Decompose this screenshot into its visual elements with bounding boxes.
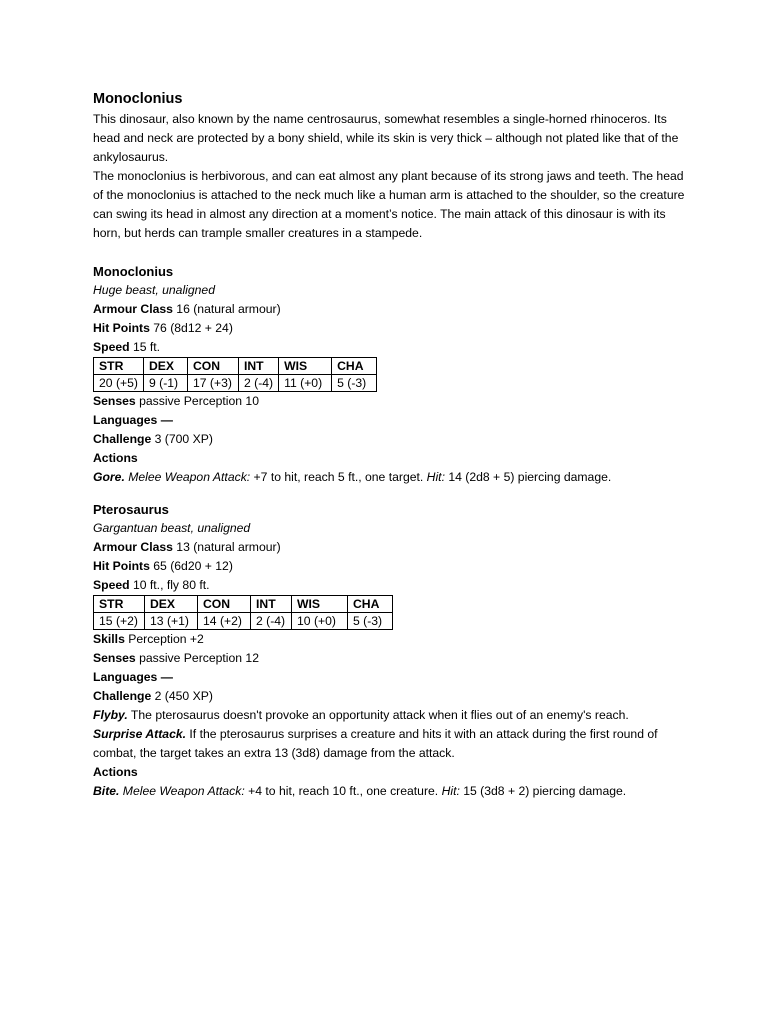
senses bbox=[93, 392, 693, 411]
hit-label: Hit: bbox=[441, 784, 460, 798]
ability-scores-table bbox=[93, 357, 377, 392]
trait-text: The pterosaurus doesn't provoke an opportunity attack when it flies out of an enemy's reach. bbox=[127, 708, 629, 722]
ability-header: CHA bbox=[332, 358, 377, 375]
ability-value: 13 (+1) bbox=[145, 613, 198, 630]
damage-text: 15 (3d8 + 2) piercing damage. bbox=[459, 784, 627, 798]
ability-value: 2 (-4) bbox=[238, 375, 278, 392]
ability-value-row bbox=[94, 375, 377, 392]
action-gore bbox=[93, 468, 693, 487]
ability-header-row bbox=[94, 596, 393, 613]
ability-value-row bbox=[94, 613, 393, 630]
skills-label: Skills bbox=[93, 632, 125, 646]
ability-value: 2 (-4) bbox=[251, 613, 292, 630]
speed-label: Speed bbox=[93, 578, 130, 592]
challenge bbox=[93, 430, 693, 449]
document-body bbox=[93, 88, 693, 801]
languages-value: — bbox=[157, 413, 173, 427]
skills bbox=[93, 630, 693, 649]
attack-type: Melee Weapon Attack: bbox=[119, 784, 245, 798]
ac-value: 13 (natural armour) bbox=[172, 540, 281, 554]
challenge bbox=[93, 687, 693, 706]
ac-value: 16 (natural armour) bbox=[172, 302, 281, 316]
trait-surprise-attack bbox=[93, 725, 693, 763]
languages-value: — bbox=[157, 670, 173, 684]
challenge-value: 3 (700 XP) bbox=[151, 432, 213, 446]
ability-value: 9 (-1) bbox=[143, 375, 187, 392]
ability-header: WIS bbox=[292, 596, 348, 613]
trait-name: Flyby. bbox=[93, 708, 128, 722]
ability-value: 5 (-3) bbox=[332, 375, 377, 392]
hp-value: 76 (8d12 + 24) bbox=[149, 321, 233, 335]
senses-label: Senses bbox=[93, 394, 136, 408]
speed bbox=[93, 576, 693, 595]
intro-paragraph-2: The monoclonius is herbivorous, and can eat almost any plant because of its strong jaws and teeth. The head of the monoclonius is attached to the neck much like a human arm is attached to the shoulder, so the creature can swing its head in almost any direction at a moment’s notice. The main attack of this dinosaur is with its horn, but herds can trample smaller creatures in a stampede. bbox=[93, 169, 685, 240]
action-name: Gore. bbox=[93, 470, 125, 484]
challenge-label: Challenge bbox=[93, 689, 152, 703]
hp-label: Hit Points bbox=[93, 321, 150, 335]
attack-text: +4 to hit, reach 10 ft., one creature. bbox=[244, 784, 442, 798]
ability-header: WIS bbox=[279, 358, 332, 375]
ability-value: 20 (+5) bbox=[94, 375, 144, 392]
actions-heading: Actions bbox=[93, 765, 138, 779]
attack-type: Melee Weapon Attack: bbox=[124, 470, 251, 484]
ability-header-row bbox=[94, 358, 377, 375]
speed bbox=[93, 338, 693, 357]
challenge-value: 2 (450 XP) bbox=[151, 689, 213, 703]
senses-value: passive Perception 12 bbox=[135, 651, 259, 665]
ability-header: STR bbox=[94, 358, 144, 375]
hp-value: 65 (6d20 + 12) bbox=[149, 559, 233, 573]
ac-label: Armour Class bbox=[93, 540, 173, 554]
action-bite bbox=[93, 782, 693, 801]
languages-label: Languages bbox=[93, 413, 158, 427]
armour-class bbox=[93, 300, 693, 319]
hit-label: Hit: bbox=[426, 470, 445, 484]
speed-label: Speed bbox=[93, 340, 130, 354]
armour-class bbox=[93, 538, 693, 557]
hit-points bbox=[93, 319, 693, 338]
ability-value: 11 (+0) bbox=[279, 375, 332, 392]
actions-heading: Actions bbox=[93, 451, 138, 465]
senses-label: Senses bbox=[93, 651, 136, 665]
ability-header: DEX bbox=[145, 596, 198, 613]
ability-value: 10 (+0) bbox=[292, 613, 348, 630]
ability-header: DEX bbox=[143, 358, 187, 375]
trait-text: If the pterosaurus surprises a creature and hits it with an attack during the first round of combat, the target takes an extra 13 (3d8) damage from the attack. bbox=[93, 727, 658, 760]
languages-label: Languages bbox=[93, 670, 158, 684]
ability-header: STR bbox=[94, 596, 145, 613]
ac-label: Armour Class bbox=[93, 302, 173, 316]
damage-text: 14 (2d8 + 5) piercing damage. bbox=[444, 470, 612, 484]
skills-value: Perception +2 bbox=[124, 632, 204, 646]
monoclonius-stat-block bbox=[93, 262, 693, 487]
trait-flyby bbox=[93, 706, 693, 725]
ability-value: 15 (+2) bbox=[94, 613, 145, 630]
languages bbox=[93, 668, 693, 687]
ability-value: 17 (+3) bbox=[187, 375, 238, 392]
senses bbox=[93, 649, 693, 668]
creature-name: Monoclonius bbox=[93, 264, 174, 279]
senses-value: passive Perception 10 bbox=[135, 394, 259, 408]
languages bbox=[93, 411, 693, 430]
ability-header: INT bbox=[238, 358, 278, 375]
action-name: Bite. bbox=[93, 784, 120, 798]
ability-header: CON bbox=[198, 596, 251, 613]
ability-header: CHA bbox=[348, 596, 393, 613]
ability-header: INT bbox=[251, 596, 292, 613]
pterosaurus-stat-block bbox=[93, 500, 693, 801]
ability-header: CON bbox=[187, 358, 238, 375]
intro-title: Monoclonius bbox=[93, 91, 183, 107]
speed-value: 10 ft., fly 80 ft. bbox=[129, 578, 210, 592]
creature-type: Gargantuan beast, unaligned bbox=[93, 521, 251, 535]
creature-name: Pterosaurus bbox=[93, 502, 169, 517]
attack-text: +7 to hit, reach 5 ft., one target. bbox=[250, 470, 427, 484]
creature-type: Huge beast, unaligned bbox=[93, 283, 215, 297]
challenge-label: Challenge bbox=[93, 432, 152, 446]
trait-name: Surprise Attack. bbox=[93, 727, 187, 741]
speed-value: 15 ft. bbox=[129, 340, 161, 354]
hp-label: Hit Points bbox=[93, 559, 150, 573]
ability-value: 14 (+2) bbox=[198, 613, 251, 630]
ability-value: 5 (-3) bbox=[348, 613, 393, 630]
intro-paragraph-1: This dinosaur, also known by the name centrosaurus, somewhat resembles a single-horned rhinoceros. Its head and neck are protected by a bony shield, while its skin is very thick – although not plated like that of the ankylosaurus. bbox=[93, 112, 679, 164]
hit-points bbox=[93, 557, 693, 576]
ability-scores-table bbox=[93, 595, 393, 630]
